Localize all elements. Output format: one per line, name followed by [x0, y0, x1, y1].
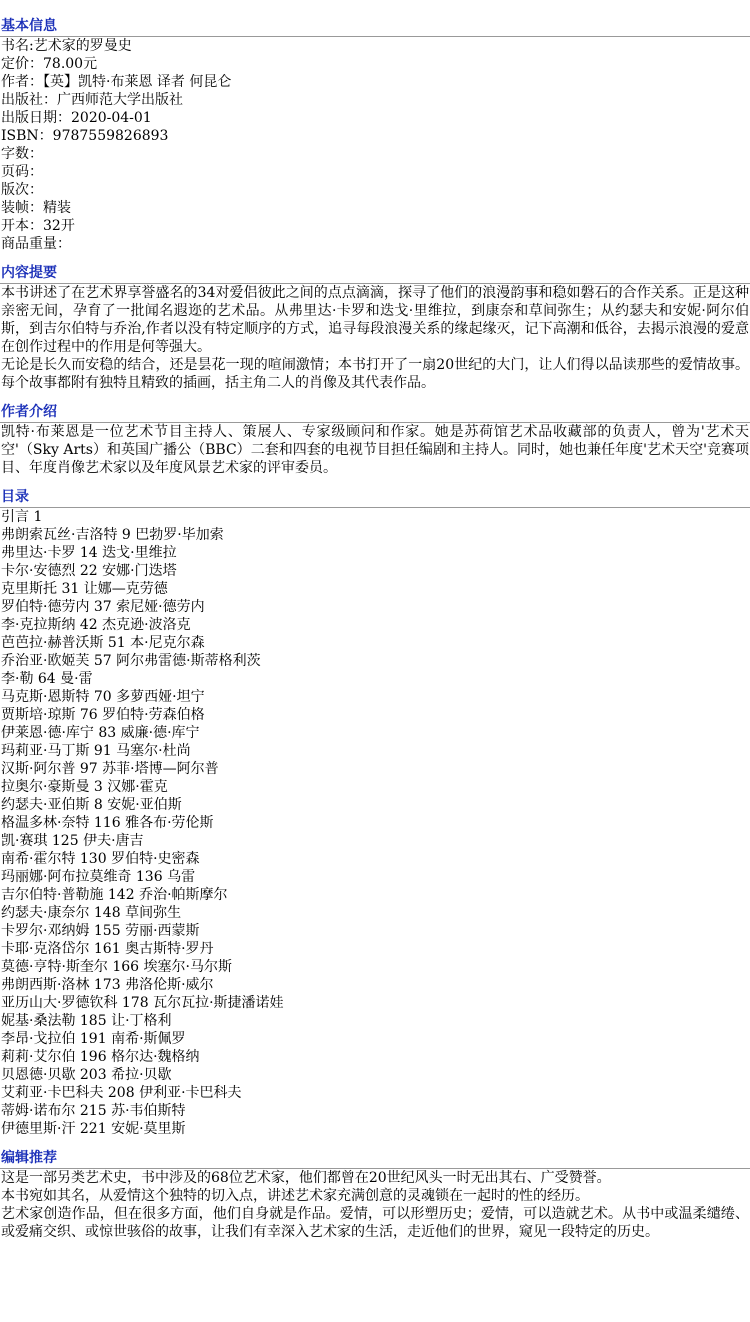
field-weight	[0, 235, 750, 253]
toc-item: 弗朗索瓦丝·吉洛特 9 巴勃罗·毕加索	[1, 527, 224, 543]
toc-heading: 目录	[0, 487, 750, 508]
editor-paragraph: 艺术家创造作品，但在很多方面，他们自身就是作品。爱情，可以形塑历史；爱情，可以造就艺术。从书中或温柔缱绻、或爱痛交织、或惊世骇俗的故事，让我们有幸深入艺术家的生活，走近他们的世界，窥见一段特定的历史。	[1, 1206, 749, 1240]
toc-item: 伊德里斯·汗 221 安妮·莫里斯	[1, 1121, 186, 1137]
toc-item: 约瑟夫·康奈尔 148 草间弥生	[1, 905, 182, 921]
field-author	[0, 73, 750, 91]
toc-item: 乔治亚·欧姬芙 57 阿尔弗雷德·斯蒂格利茨	[1, 653, 261, 669]
basic-info-fields	[0, 37, 750, 253]
toc-item: 贾斯培·琼斯 76 罗伯特·劳森伯格	[1, 707, 205, 723]
field-label: 出版日期：	[1, 110, 71, 126]
toc-item: 玛丽娜·阿布拉莫维奇 136 乌雷	[1, 869, 196, 885]
basic-info-heading: 基本信息	[0, 16, 750, 37]
summary-heading: 内容提要	[0, 263, 750, 284]
toc-item: 妮基·桑法勒 185 让·丁格利	[1, 1013, 172, 1029]
toc-item: 卡尔·安德烈 22 安娜·门迭塔	[1, 563, 177, 579]
toc-list	[0, 508, 750, 1138]
field-word-count	[0, 145, 750, 163]
field-label: 页码：	[1, 164, 43, 180]
field-publish-date	[0, 109, 750, 127]
field-edition	[0, 181, 750, 199]
toc-item: 伊莱恩·德·库宁 83 威廉·德·库宁	[1, 725, 200, 741]
toc-item: 卡耶·克洛岱尔 161 奥古斯特·罗丹	[1, 941, 214, 957]
toc-item: 南希·霍尔特 130 罗伯特·史密森	[1, 851, 200, 867]
field-label: 商品重量：	[1, 236, 71, 252]
field-format	[0, 217, 750, 235]
field-value: 【英】凯特·布莱恩 译者 何昆仑	[43, 74, 232, 90]
field-binding	[0, 199, 750, 217]
field-price	[0, 55, 750, 73]
toc-item: 艾莉亚·卡巴科夫 208 伊利亚·卡巴科夫	[1, 1085, 242, 1101]
field-value: 广西师范大学出版社	[57, 92, 183, 108]
field-label: 字数：	[1, 146, 43, 162]
field-value: 9787559826893	[52, 128, 169, 144]
editor-heading: 编辑推荐	[0, 1148, 750, 1169]
editor-paragraph: 这是一部另类艺术史，书中涉及的68位艺术家，他们都曾在20世纪风头一时无出其右、广受赞誉。	[1, 1170, 611, 1186]
toc-item: 卡罗尔·邓纳姆 155 劳丽·西蒙斯	[1, 923, 200, 939]
toc-item: 引言 1	[1, 509, 43, 525]
field-value: 32开	[43, 218, 75, 234]
editor-section	[0, 1148, 750, 1241]
basic-info-section	[0, 16, 750, 253]
toc-item: 拉奥尔·豪斯曼 3 汉娜·霍克	[1, 779, 168, 795]
toc-item: 弗朗西斯·洛林 173 弗洛伦斯·威尔	[1, 977, 214, 993]
field-value: 精装	[43, 200, 71, 216]
summary-paragraph: 无论是长久而安稳的结合，还是昙花一现的喧闹激情；本书打开了一扇20世纪的大门，让人们得以品读那些的爱情故事。每个故事都附有独特且精致的插画，括主角二人的肖像及其代表作品。	[1, 357, 749, 391]
toc-item: 约瑟夫·亚伯斯 8 安妮·亚伯斯	[1, 797, 182, 813]
toc-item: 玛莉亚·马丁斯 91 马塞尔·杜尚	[1, 743, 191, 759]
field-label: 装帧：	[1, 200, 43, 216]
toc-section	[0, 487, 750, 1138]
field-label: 出版社：	[1, 92, 57, 108]
toc-item: 芭芭拉·赫普沃斯 51 本·尼克尔森	[1, 635, 205, 651]
field-value: 艺术家的罗曼史	[33, 38, 132, 54]
author-heading: 作者介绍	[0, 402, 750, 423]
toc-item: 罗伯特·德劳内 37 索尼娅·德劳内	[1, 599, 205, 615]
toc-item: 莫德·亨特·斯奎尔 166 埃塞尔·马尔斯	[1, 959, 232, 975]
field-publisher	[0, 91, 750, 109]
field-label: 作者：	[1, 74, 43, 90]
author-section	[0, 402, 750, 477]
summary-paragraph: 本书讲述了在艺术界享誉盛名的34对爱侣彼此之间的点点滴滴，探寻了他们的浪漫韵事和稳如磐石的合作关系。正是这种亲密无间，孕育了一批闻名遐迩的艺术品。从弗里达·卡罗和迭戈·里维拉，到康奈和草间弥生；从约瑟夫和安妮·阿尔伯斯，到吉尔伯特与乔治,作者以没有特定顺序的方式，追寻每段浪漫关系的缘起缘灭，记下高潮和低谷，去揭示浪漫的爱意在创作过程中的作用是何等强大。	[1, 285, 749, 355]
field-value: 78.00元	[43, 56, 98, 72]
toc-item: 贝恩德·贝歇 203 希拉·贝歇	[1, 1067, 172, 1083]
toc-item: 格温多林·奈特 116 雅各布·劳伦斯	[1, 815, 214, 831]
toc-item: 李·勒 64 曼·雷	[1, 671, 93, 687]
field-isbn	[0, 127, 750, 145]
toc-item: 蒂姆·诺布尔 215 苏·韦伯斯特	[1, 1103, 186, 1119]
toc-item: 汉斯·阿尔普 97 苏菲·塔博—阿尔普	[1, 761, 219, 777]
toc-item: 李昂·戈拉伯 191 南希·斯佩罗	[1, 1031, 186, 1047]
toc-item: 吉尔伯特·普勒施 142 乔治·帕斯摩尔	[1, 887, 228, 903]
toc-item: 亚历山大·罗德钦科 178 瓦尔瓦拉·斯捷潘诺娃	[1, 995, 284, 1011]
field-book-title	[0, 37, 750, 55]
author-paragraph: 凯特·布莱恩是一位艺术节目主持人、策展人、专家级顾问和作家。她是苏荷馆艺术品收藏部的负责人，曾为'艺术天空'（Sky Arts）和英国广播公（BBC）二套和四套的电视节目担任编剧和主持人。同时，她也兼任年度'艺术天空'竞赛项目、年度肖像艺术家以及年度风景艺术家的评审委员。	[1, 424, 749, 476]
field-label: 开本：	[1, 218, 43, 234]
field-label: 版次：	[1, 182, 43, 198]
field-value: 2020-04-01	[71, 110, 152, 126]
toc-item: 克里斯托 31 让娜—克劳德	[1, 581, 168, 597]
toc-item: 弗里达·卡罗 14 迭戈·里维拉	[1, 545, 177, 561]
toc-item: 李·克拉斯纳 42 杰克逊·波洛克	[1, 617, 191, 633]
summary-section	[0, 263, 750, 392]
toc-item: 莉莉·艾尔伯 196 格尔达·魏格纳	[1, 1049, 200, 1065]
toc-item: 凯·赛琪 125 伊夫·唐吉	[1, 833, 144, 849]
toc-item: 马克斯·恩斯特 70 多萝西娅·坦宁	[1, 689, 205, 705]
editor-paragraph: 本书宛如其名，从爱情这个独特的切入点，讲述艺术家充满创意的灵魂锁在一起时的性的经历。	[1, 1188, 589, 1204]
field-label: ISBN：	[1, 128, 53, 144]
field-label: 定价：	[1, 56, 43, 72]
field-page-count	[0, 163, 750, 181]
field-label: 书名:	[1, 38, 34, 54]
